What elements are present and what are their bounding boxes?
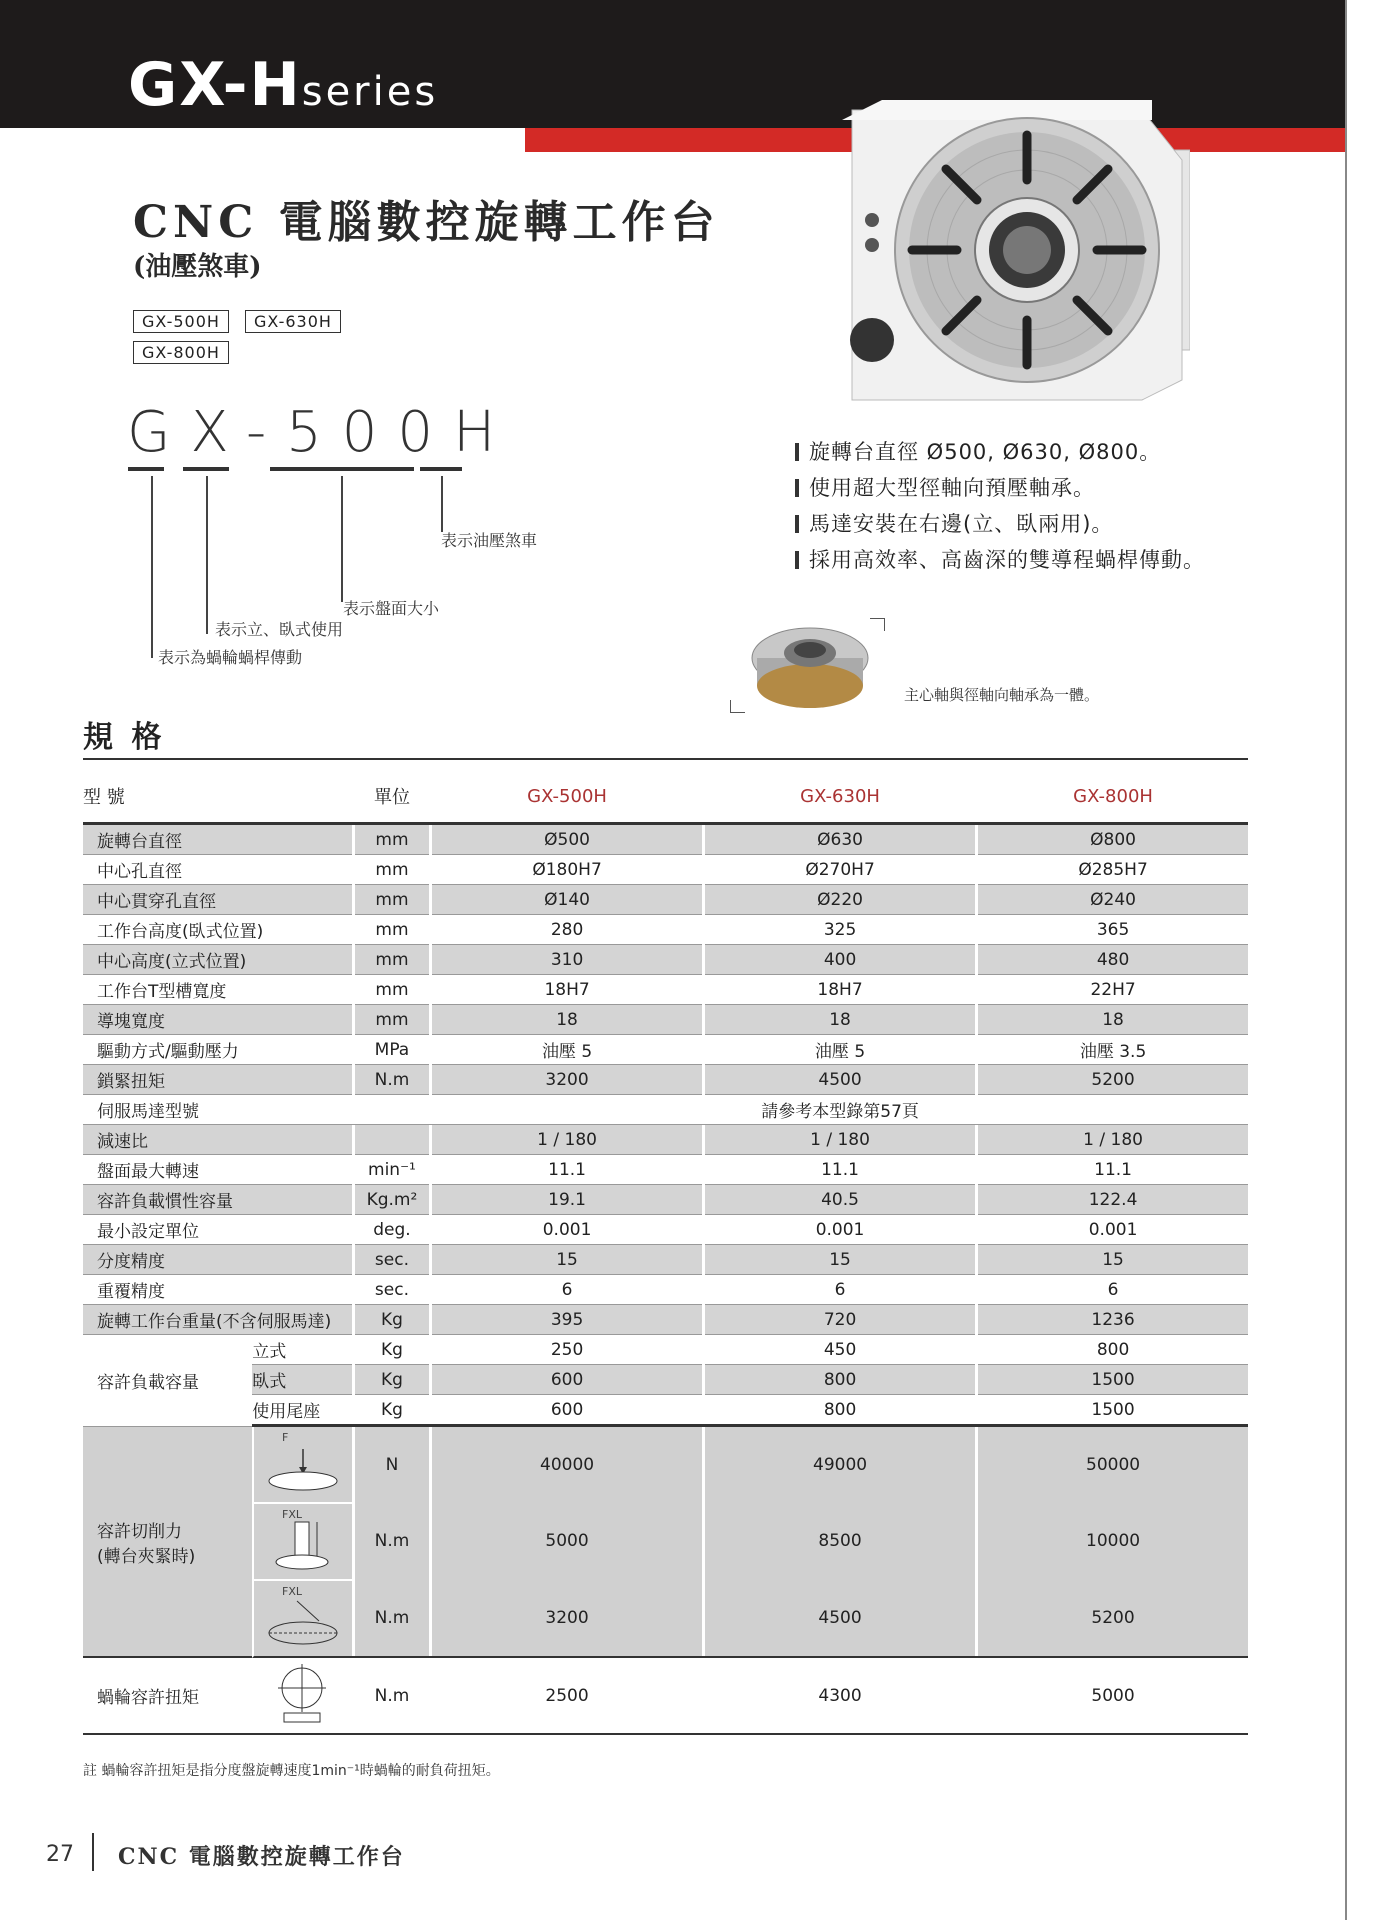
row-value-gx800h: 480 [978, 945, 1248, 975]
model-tag-500: GX-500H [133, 310, 229, 333]
feature-item: 使用超大型徑軸向預壓軸承。 [795, 470, 1205, 506]
row-name: 中心高度(立式位置) [83, 945, 352, 975]
row-unit: mm [355, 945, 429, 975]
row-name: 工作台高度(臥式位置) [83, 915, 352, 945]
row-value-gx630h: 720 [705, 1305, 975, 1335]
table-row [83, 945, 1248, 975]
table-row: 使用尾座 Kg 600 800 1500 [83, 1395, 1248, 1427]
legend-mount: 表示立、臥式使用 [215, 620, 344, 639]
row-value-gx800h: 22H7 [978, 975, 1248, 1005]
cutting-force-label: 容許切削力 [97, 1521, 182, 1542]
row-value-gx630h: 18H7 [705, 975, 975, 1005]
header-unit: 單位 [352, 770, 432, 825]
series-title [128, 50, 438, 120]
code-underline-h [420, 467, 462, 471]
model-tag-630: GX-630H [245, 310, 341, 333]
row-unit: N.m [355, 1065, 429, 1095]
row-unit: Kg.m² [355, 1185, 429, 1215]
row-value-gx630h: 325 [705, 915, 975, 945]
row-value-gx630h: Ø220 [705, 885, 975, 915]
row-value-gx500h: 油壓 5 [432, 1035, 702, 1065]
feature-item: 旋轉台直徑 Ø500, Ø630, Ø800。 [795, 434, 1205, 470]
force-tangential-icon [252, 1579, 351, 1658]
row-name: 分度精度 [83, 1245, 352, 1275]
table-row: FXL N.m 3200 4500 5200 [83, 1579, 1248, 1658]
row-value-gx500h: Ø180H7 [432, 855, 702, 885]
row-value-gx630h: 11.1 [705, 1155, 975, 1185]
code-line-size [341, 476, 343, 602]
row-value-gx500h: 0.001 [432, 1215, 702, 1245]
row-unit: sec. [355, 1245, 429, 1275]
cutting-force-sublabel: (轉台夾緊時) [97, 1546, 196, 1567]
row-unit: mm [355, 915, 429, 945]
row-value-gx800h: Ø285H7 [978, 855, 1248, 885]
row-value-gx800h: 11.1 [978, 1155, 1248, 1185]
row-value-gx630h: 4500 [705, 1065, 975, 1095]
row-value-gx800h: 15 [978, 1245, 1248, 1275]
row-unit: mm [355, 825, 429, 855]
row-value-gx630h: Ø630 [705, 825, 975, 855]
row-name: 旋轉台直徑 [83, 825, 352, 855]
code-line-x [206, 476, 208, 634]
table-row [83, 915, 1248, 945]
row-name: 最小設定單位 [83, 1215, 352, 1245]
row-unit: sec. [355, 1275, 429, 1305]
row-value-gx800h: 365 [978, 915, 1248, 945]
table-row [83, 1215, 1248, 1245]
spec-heading: 規 格 [83, 720, 166, 755]
legend-brake: 表示油壓煞車 [441, 531, 538, 550]
row-value-gx630h: 1 / 180 [705, 1125, 975, 1155]
photo-caption: 主心軸與徑軸向軸承為一體。 [904, 686, 1100, 704]
row-value-gx500h: 280 [432, 915, 702, 945]
row-name: 鎖緊扭矩 [83, 1065, 352, 1095]
servo-reference: 請參考本型錄第57頁 [432, 1095, 1248, 1125]
table-row: 臥式 Kg 600 800 1500 [83, 1365, 1248, 1395]
row-value-gx500h: 18H7 [432, 975, 702, 1005]
footer-divider [92, 1833, 94, 1871]
row-value-gx500h: 1 / 180 [432, 1125, 702, 1155]
row-value-gx630h: 0.001 [705, 1215, 975, 1245]
code-line-g [151, 476, 153, 658]
row-value-gx800h: 6 [978, 1275, 1248, 1305]
series-suffix: series [301, 69, 439, 115]
row-unit: deg. [355, 1215, 429, 1245]
table-row: FXL N.m 5000 8500 10000 [83, 1502, 1248, 1579]
spec-divider [83, 758, 1248, 760]
row-unit: MPa [355, 1035, 429, 1065]
table-row [83, 825, 1248, 855]
table-row: 伺服馬達型號 請參考本型錄第57頁 [83, 1095, 1248, 1125]
table-row [83, 975, 1248, 1005]
force-axial-icon [252, 1427, 351, 1502]
table-row [83, 1125, 1248, 1155]
header-gx800h: GX-800H [978, 770, 1248, 825]
worm-gear-icon [252, 1658, 351, 1735]
row-value-gx500h: 310 [432, 945, 702, 975]
table-row [83, 1065, 1248, 1095]
feature-list [795, 434, 1205, 578]
row-name: 重覆精度 [83, 1275, 352, 1305]
table-row: 容許切削力 (轉台夾緊時) F N 40000 49000 50000 [83, 1427, 1248, 1502]
force-moment-icon [252, 1502, 351, 1579]
model-code: GX-500H [127, 400, 516, 465]
row-value-gx800h: Ø240 [978, 885, 1248, 915]
row-unit: Kg [355, 1305, 429, 1335]
series-name: GX-H [128, 50, 302, 120]
page-number: 27 [46, 1842, 74, 1867]
table-row [83, 1185, 1248, 1215]
table-row: 蝸輪容許扭矩 N.m 2500 4300 5000 [83, 1658, 1248, 1735]
row-unit: mm [355, 1005, 429, 1035]
code-underline-size [270, 467, 414, 471]
force-label: F [282, 1431, 289, 1444]
row-value-gx500h: 11.1 [432, 1155, 702, 1185]
row-unit: mm [355, 885, 429, 915]
row-name: 工作台T型槽寬度 [83, 975, 352, 1005]
row-name: 減速比 [83, 1125, 352, 1155]
table-row [83, 885, 1248, 915]
code-underline-x [183, 467, 229, 471]
row-value-gx630h: 15 [705, 1245, 975, 1275]
photo-corner-mark [730, 700, 745, 713]
row-value-gx630h: 400 [705, 945, 975, 975]
table-row [83, 1305, 1248, 1335]
row-unit: mm [355, 855, 429, 885]
photo-corner-mark [870, 618, 885, 631]
table-row: 容許負載容量 立式 Kg 250 450 800 [83, 1335, 1248, 1365]
code-underline-g [128, 467, 164, 471]
footer-title: CNC 電腦數控旋轉工作台 [118, 1844, 405, 1870]
row-value-gx800h: 1 / 180 [978, 1125, 1248, 1155]
table-row [83, 855, 1248, 885]
row-value-gx500h: 19.1 [432, 1185, 702, 1215]
row-unit: mm [355, 975, 429, 1005]
force-label: FXL [282, 1508, 303, 1521]
row-name: 驅動方式/驅動壓力 [83, 1035, 352, 1065]
row-value-gx630h: 40.5 [705, 1185, 975, 1215]
row-name: 旋轉工作台重量(不含伺服馬達) [83, 1305, 352, 1335]
row-value-gx500h: 6 [432, 1275, 702, 1305]
table-row [83, 1035, 1248, 1065]
row-name: 盤面最大轉速 [83, 1155, 352, 1185]
legend-drive: 表示為蝸輪蝸桿傳動 [158, 648, 303, 667]
row-value-gx630h: 18 [705, 1005, 975, 1035]
row-value-gx500h: Ø500 [432, 825, 702, 855]
legend-size: 表示盤面大小 [343, 599, 440, 618]
page-edge [1345, 0, 1396, 1920]
row-value-gx800h: 1236 [978, 1305, 1248, 1335]
table-row [83, 1005, 1248, 1035]
row-unit: min⁻¹ [355, 1155, 429, 1185]
row-value-gx800h: 5200 [978, 1065, 1248, 1095]
row-value-gx500h: Ø140 [432, 885, 702, 915]
row-name: 容許負載慣性容量 [83, 1185, 352, 1215]
row-value-gx500h: 18 [432, 1005, 702, 1035]
footnote: 註 蝸輪容許扭矩是指分度盤旋轉速度1min⁻¹時蝸輪的耐負荷扭矩。 [83, 1763, 500, 1779]
table-row [83, 1245, 1248, 1275]
table-row [83, 1155, 1248, 1185]
page-subtitle: (油壓煞車) [133, 252, 262, 282]
row-unit [355, 1125, 429, 1155]
row-name: 中心孔直徑 [83, 855, 352, 885]
row-value-gx630h: Ø270H7 [705, 855, 975, 885]
row-name: 導塊寬度 [83, 1005, 352, 1035]
row-value-gx800h: 油壓 3.5 [978, 1035, 1248, 1065]
row-value-gx500h: 15 [432, 1245, 702, 1275]
row-value-gx800h: Ø800 [978, 825, 1248, 855]
feature-item: 馬達安裝在右邊(立、臥兩用)。 [795, 506, 1205, 542]
header-model: 型 號 [83, 770, 352, 825]
row-value-gx800h: 122.4 [978, 1185, 1248, 1215]
header-gx500h: GX-500H [432, 770, 702, 825]
header-gx630h: GX-630H [705, 770, 975, 825]
page-title: CNC 電腦數控旋轉工作台 [133, 197, 720, 248]
model-tag-800: GX-800H [133, 341, 229, 364]
table-row [83, 1275, 1248, 1305]
row-value-gx500h: 3200 [432, 1065, 702, 1095]
spec-table [83, 770, 1248, 1735]
row-value-gx800h: 18 [978, 1005, 1248, 1035]
feature-item: 採用高效率、高齒深的雙導程蝸桿傳動。 [795, 542, 1205, 578]
bearing-photo [745, 608, 885, 713]
row-name: 中心貫穿孔直徑 [83, 885, 352, 915]
code-line-h [441, 476, 443, 532]
row-value-gx500h: 395 [432, 1305, 702, 1335]
rotary-table-photo [842, 100, 1190, 410]
row-value-gx800h: 0.001 [978, 1215, 1248, 1245]
force-label: FXL [282, 1585, 303, 1598]
row-value-gx630h: 油壓 5 [705, 1035, 975, 1065]
row-value-gx630h: 6 [705, 1275, 975, 1305]
